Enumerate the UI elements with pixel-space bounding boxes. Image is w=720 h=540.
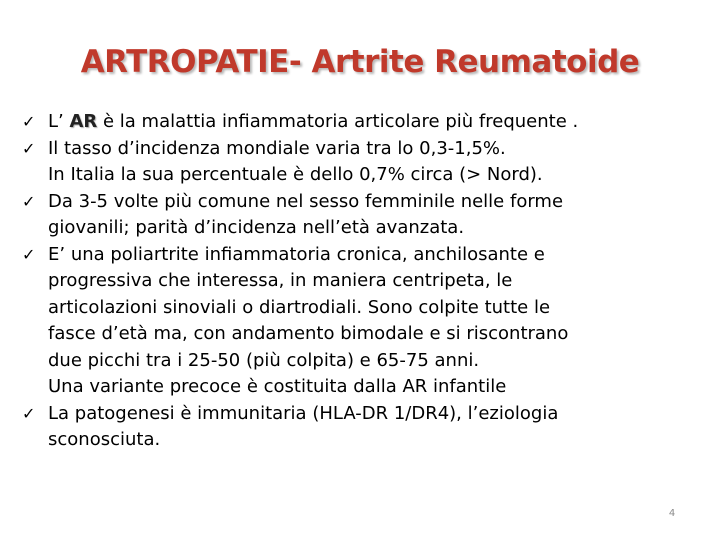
- bullet-item: [22, 136, 712, 189]
- bullet-line: La patogenesi è immunitaria (HLA-DR 1/DR4), l’eziologia: [48, 402, 559, 424]
- bullet-text: L’: [48, 111, 70, 132]
- bullet-line: progressiva che interessa, in maniera centripeta, le: [48, 270, 513, 291]
- ar-emphasis: AR: [69, 111, 98, 132]
- bullet-list: [22, 109, 712, 454]
- bullet-line: In Italia la sua percentuale è dello 0,7% circa (> Nord).: [48, 164, 543, 185]
- page-number: 4: [668, 508, 676, 519]
- checkmark-icon: ✓: [22, 244, 36, 264]
- bullet-line: Da 3-5 volte più comune nel sesso femminile nelle forme: [48, 190, 564, 212]
- bullet-item: [22, 189, 712, 242]
- bullet-item: [22, 109, 712, 136]
- checkmark-icon: ✓: [22, 403, 36, 423]
- bullet-item: [22, 401, 712, 454]
- bullet-line: E’ una poliartrite infiammatoria cronica, anchilosante e: [48, 243, 545, 265]
- bullet-line: articolazioni sinoviali o diartrodiali. Sono colpite tutte le: [48, 296, 551, 318]
- bullet-line: Il tasso d’incidenza mondiale varia tra lo 0,3-1,5%.: [48, 137, 506, 159]
- bullet-line: [48, 109, 712, 136]
- bullet-item: [22, 242, 712, 401]
- bullet-line: fasce d’età ma, con andamento bimodale e si riscontrano: [48, 323, 569, 344]
- bullet-line: giovanili; parità d’incidenza nell’età avanzata.: [48, 217, 465, 238]
- checkmark-icon: ✓: [22, 112, 36, 131]
- bullet-line: due picchi tra i 25-50 (più colpita) e 65-75 anni.: [48, 349, 480, 371]
- bullet-line: sconosciuta.: [48, 429, 161, 450]
- slide-title: ARTROPATIE- Artrite Reumatoide: [80, 44, 640, 80]
- checkmark-icon: ✓: [22, 138, 36, 158]
- bullet-line: Una variante precoce è costituita dalla AR infantile: [48, 376, 507, 397]
- bullet-text: è la malattia infiammatoria articolare più frequente .: [97, 111, 579, 132]
- checkmark-icon: ✓: [22, 191, 36, 211]
